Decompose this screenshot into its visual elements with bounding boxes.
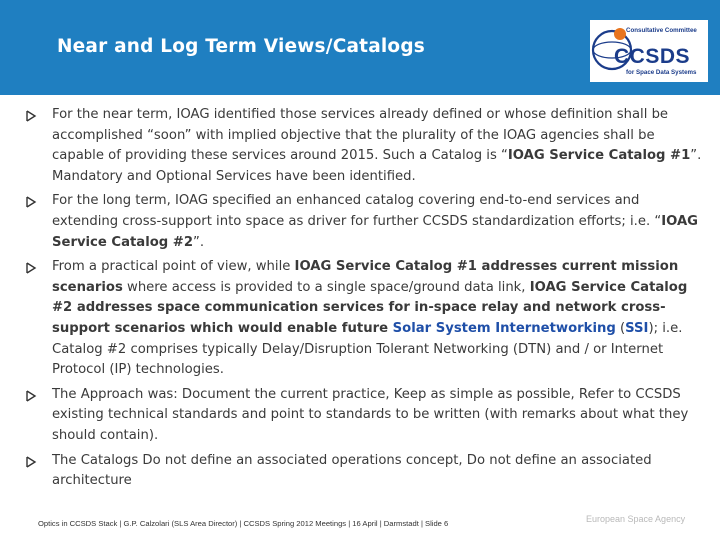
title-bar bbox=[0, 0, 720, 95]
catalog-1-scope: IOAG Service Catalog #1 addresses current mission scenarios bbox=[52, 259, 679, 295]
arrow-bullet-icon bbox=[25, 456, 37, 468]
arrow-bullet-icon bbox=[25, 390, 37, 402]
bullet-item bbox=[25, 385, 705, 447]
bullet-item bbox=[25, 191, 705, 253]
bullet-item bbox=[25, 257, 705, 381]
bullet-text: For the long term, IOAG specified an enhanced catalog covering end-to-end services and extending cross-support into space as driver for further CCSDS standardization efforts; i.e. “ bbox=[52, 193, 662, 229]
arrow-bullet-icon bbox=[25, 110, 37, 122]
ccsds-logo bbox=[590, 20, 708, 82]
bullet-item bbox=[25, 105, 705, 187]
catalog-2-name: IOAG Service Catalog #2 bbox=[52, 213, 698, 250]
ccsds-logo-graphic bbox=[590, 20, 708, 82]
bullet-text: ); i.e. Catalog #2 comprises typically Delay/Disruption Tolerant Networking (DTN) and / or Internet Protocol (IP) technologies. bbox=[52, 320, 683, 378]
slide-title: Near and Log Term Views/Catalogs bbox=[57, 36, 425, 57]
bullet-text: From a practical point of view, while bbox=[52, 259, 295, 275]
logo-line2: for Space Data Systems bbox=[626, 69, 697, 76]
arrow-bullet-icon bbox=[25, 196, 37, 208]
bullet-list bbox=[25, 105, 705, 492]
logo-acronym: CCSDS bbox=[614, 45, 691, 68]
catalog-2-scope: IOAG Service Catalog #2 addresses space communication services for in-space relay and network cross-support scenarios which would enable future bbox=[52, 279, 688, 336]
slide-footer: Optics in CCSDS Stack | G.P. Calzolari (SLS Area Director) | CCSDS Spring 2012 Meetings | 16 April | Darmstadt | Slide 6 bbox=[38, 519, 449, 528]
bullet-text: where access is provided to a single space/ground data link, bbox=[122, 279, 530, 295]
logo-line1: Consultative Committee bbox=[626, 27, 697, 34]
bullet-text: The Approach was: Document the current practice, Keep as simple as possible, Refer to CCSDS existing technical standards and point to standards to be written (with remarks about what they should contain). bbox=[52, 386, 689, 443]
bullet-text: The Catalogs Do not define an associated operations concept, Do not define an associated architecture bbox=[52, 452, 652, 489]
bullet-text: ( bbox=[615, 320, 626, 336]
esa-wordmark: European Space Agency bbox=[586, 514, 686, 524]
bullet-text: ”. bbox=[193, 234, 205, 250]
bullet-item bbox=[25, 451, 705, 492]
bullet-text: For the near term, IOAG identified those services already defined or whose definition shall be accomplished “soon” with implied objective that the plurality of the IOAG agencies shall be capable of providing these services around 2015. Such a Catalog is “ bbox=[52, 107, 669, 164]
arrow-bullet-icon bbox=[25, 262, 37, 274]
ssi-term: Solar System Internetworking bbox=[392, 320, 616, 336]
bullet-text: ”. Mandatory and Optional Services have been identified. bbox=[52, 148, 702, 184]
ssi-acronym: SSI bbox=[625, 320, 649, 336]
catalog-1-name: IOAG Service Catalog #1 bbox=[507, 148, 691, 164]
